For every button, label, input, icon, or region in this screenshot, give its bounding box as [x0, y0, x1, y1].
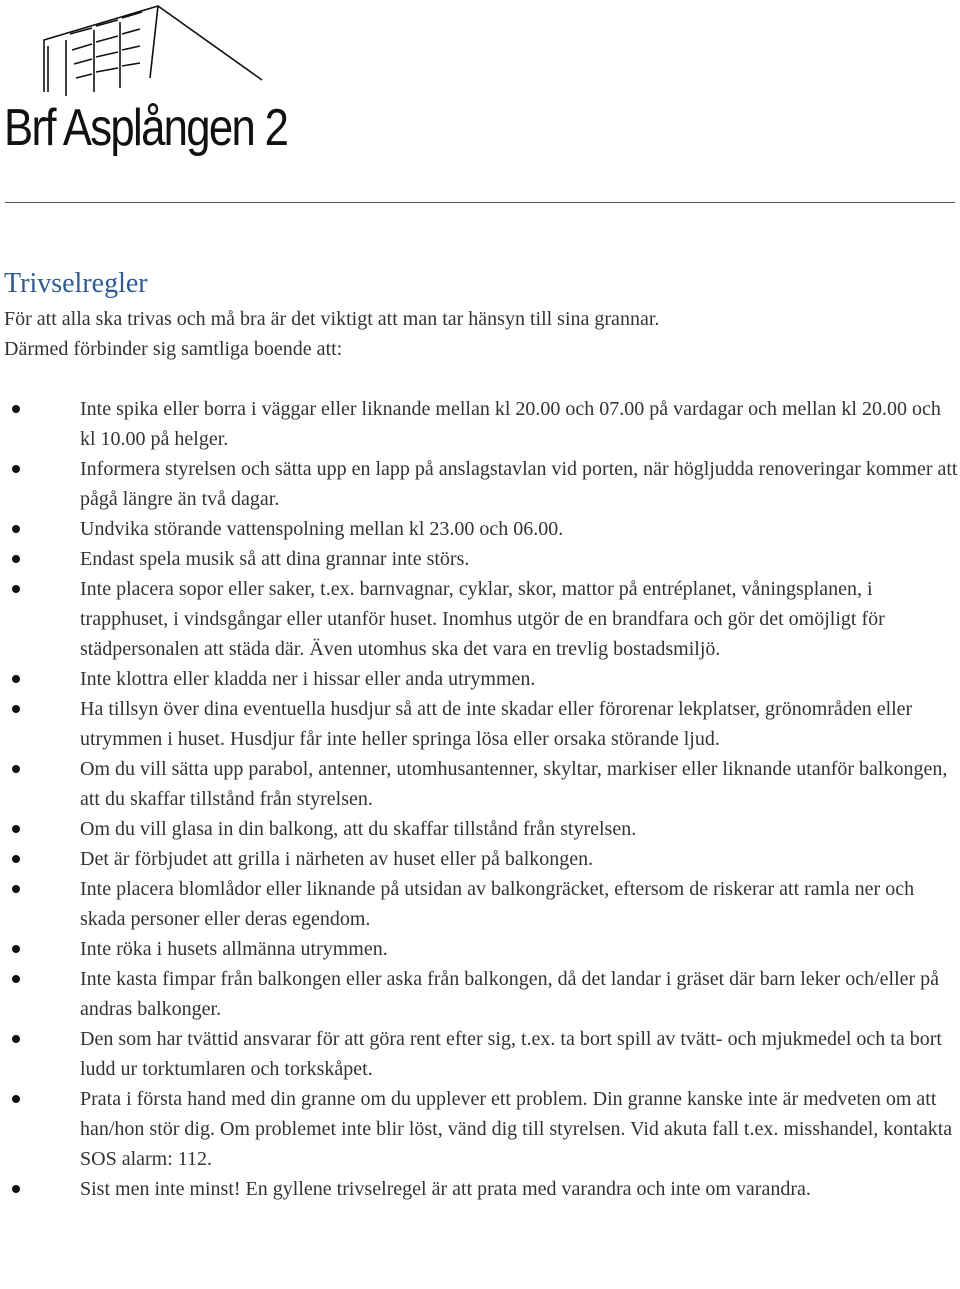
rule-item	[0, 664, 960, 694]
rule-text: Ha tillsyn över dina eventuella husdjur så att de inte skadar eller förorenar lekplatser, grönområden eller utrymmen i huset. Husdjur får inte heller springa lösa eller orsaka störande ljud.	[80, 698, 913, 750]
rule-item	[0, 1024, 960, 1084]
rule-text: Inte klottra eller kladda ner i hissar eller anda utrymmen.	[80, 668, 536, 690]
rule-item	[0, 1174, 960, 1204]
rule-text: Om du vill sätta upp parabol, antenner, utomhusantenner, skyltar, markiser eller liknande utanför balkongen, att du skaffar tillstånd från styrelsen.	[80, 758, 948, 810]
rule-text: Det är förbjudet att grilla i närheten av huset eller på balkongen.	[80, 848, 594, 870]
rule-text: Undvika störande vattenspolning mellan kl 23.00 och 06.00.	[80, 518, 564, 540]
rule-item	[0, 544, 960, 574]
rule-text: Inte kasta fimpar från balkongen eller aska från balkongen, då det landar i gräset där barn leker och/eller på andras balkonger.	[80, 968, 940, 1020]
bullet-icon	[12, 465, 20, 473]
rule-item	[0, 754, 960, 814]
rule-text: Informera styrelsen och sätta upp en lapp på anslagstavlan vid porten, när högljudda renoveringar kommer att pågå längre än två dagar.	[80, 458, 958, 510]
rule-text: Inte placera sopor eller saker, t.ex. barnvagnar, cyklar, skor, mattor på entréplanet, våningsplanen, i trapphuset, i vindsgångar eller utanför huset. Inomhus utgör de en brandfara och gör det omöjligt för städpersonalen att städa där. Även utomhus ska det vara en trevlig bostadsmiljö.	[80, 578, 885, 660]
rule-item	[0, 874, 960, 934]
bullet-icon	[12, 1035, 20, 1043]
bullet-icon	[12, 765, 20, 773]
bullet-icon	[12, 1095, 20, 1103]
rule-text: Sist men inte minst! En gyllene trivselregel är att prata med varandra och inte om varandra.	[80, 1178, 811, 1200]
bullet-icon	[12, 855, 20, 863]
bullet-icon	[12, 945, 20, 953]
rule-text: Om du vill glasa in din balkong, att du skaffar tillstånd från styrelsen.	[80, 818, 637, 840]
rule-item	[0, 814, 960, 844]
rule-text: Inte placera blomlådor eller liknande på utsidan av balkongräcket, eftersom de riskerar att ramla ner och skada personer eller deras egendom.	[80, 878, 915, 930]
intro-text	[4, 304, 659, 364]
bullet-icon	[12, 405, 20, 413]
bullet-icon	[12, 975, 20, 983]
bullet-icon	[12, 525, 20, 533]
rule-text: Prata i första hand med din granne om du upplever ett problem. Din granne kanske inte är medveten om att han/hon stör dig. Om problemet inte blir löst, vänd dig till styrelsen. Vid akuta fall t.ex. misshandel, kontakta SOS alarm: 112.	[80, 1088, 953, 1170]
bullet-icon	[12, 555, 20, 563]
rule-item	[0, 934, 960, 964]
rule-item	[0, 394, 960, 454]
intro-line: Därmed förbinder sig samtliga boende att:	[4, 338, 343, 360]
rule-item	[0, 514, 960, 544]
rule-text: Endast spela musik så att dina grannar inte störs.	[80, 548, 470, 570]
bullet-icon	[12, 705, 20, 713]
bullet-icon	[12, 675, 20, 683]
rule-item	[0, 454, 960, 514]
rule-text: Inte spika eller borra i väggar eller liknande mellan kl 20.00 och 07.00 på vardagar och mellan kl 20.00 och kl 10.00 på helger.	[80, 398, 941, 450]
bullet-icon	[12, 885, 20, 893]
rules-list	[0, 394, 960, 1204]
header-divider	[5, 202, 955, 203]
page-title: Trivselregler	[4, 268, 148, 299]
bullet-icon	[12, 585, 20, 593]
rule-item	[0, 964, 960, 1024]
bullet-icon	[12, 1185, 20, 1193]
rule-text: Inte röka i husets allmänna utrymmen.	[80, 938, 388, 960]
org-name: Brf Asplången 2	[4, 99, 288, 157]
bullet-icon	[12, 825, 20, 833]
logo	[0, 0, 300, 175]
rule-item	[0, 844, 960, 874]
rule-text: Den som har tvättid ansvarar för att göra rent efter sig, t.ex. ta bort spill av tvätt- och mjukmedel och ta bort ludd ur torktumlaren och torkskåpet.	[80, 1028, 942, 1080]
rule-item	[0, 694, 960, 754]
rule-item	[0, 1084, 960, 1174]
intro-line: För att alla ska trivas och må bra är det viktigt att man tar hänsyn till sina grannar.	[4, 308, 660, 330]
building-logo-icon	[0, 0, 300, 110]
rule-item	[0, 574, 960, 664]
